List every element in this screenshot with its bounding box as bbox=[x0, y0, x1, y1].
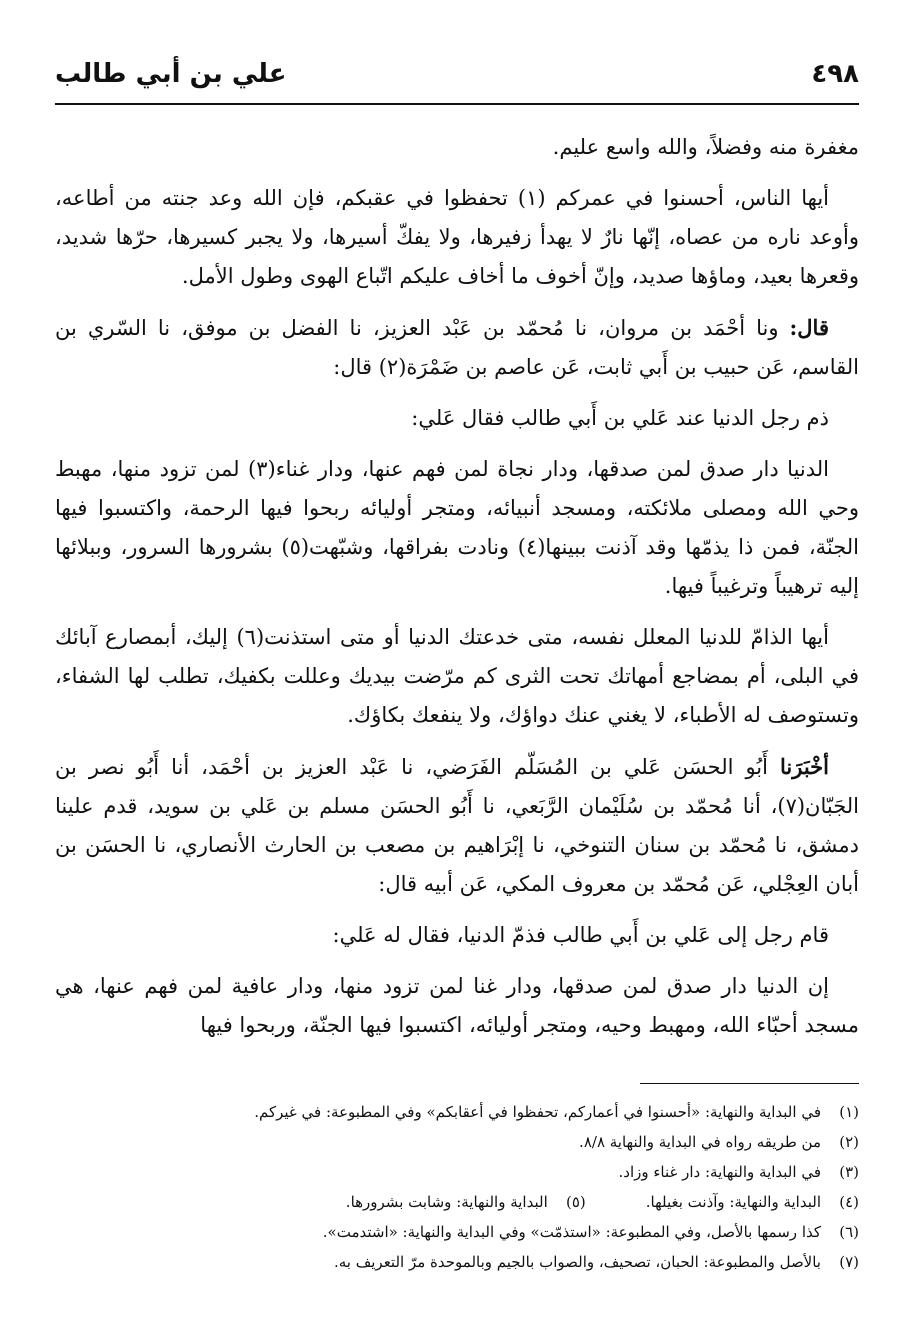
footnote-inline: (٥)البداية والنهاية: وشابت بشرورها. bbox=[345, 1193, 586, 1211]
footnote: (٢)من طريقه رواه في البداية والنهاية ٨/٨. bbox=[579, 1133, 859, 1151]
footnote-rule bbox=[640, 1083, 859, 1084]
page-header bbox=[55, 55, 859, 95]
paragraph: إن الدنيا دار صدق لمن صدقها، ودار غنا لمن تزود منها، ودار عافية لمن فهم عنها، هي مسجد أحبّاء الله، ومهبط وحيه، ومتجر أوليائه، اكتسبوا فيها الجنّة، وربحوا فيها bbox=[55, 974, 859, 1037]
main-text bbox=[55, 128, 859, 1057]
paragraph: مغفرة منه وفضلاً، والله واسع عليم. bbox=[552, 135, 859, 159]
header-rule bbox=[55, 103, 859, 105]
paragraph: أيها الناس، أحسنوا في عمركم (١) تحفظوا في عقبكم، فإن الله وعد جنته من أطاعه، وأوعد ناره من عصاه، إنّها نارٌ لا يهدأ زفيرها، ولا يفكّ أسيرها، ولا يجبر كسيرها، حرّها شديد، وقعرها بعيد، وماؤها صديد، وإنّ أخوف ما أخاف عليكم اتّباع الهوى وطول الأمل. bbox=[55, 186, 859, 288]
footnote: (٤)البداية والنهاية: وآذنت بغيلها.(٥)البداية والنهاية: وشابت بشرورها. bbox=[345, 1193, 859, 1211]
paragraph: قال: ونا أحْمَد بن مروان، نا مُحمّد بن عَبْد العزيز، نا الفضل بن موفق، نا السّري بن القاسم، عَن حبيب بن أَبي ثابت، عَن عاصم بن ضَمْرَة(٢) قال: bbox=[55, 315, 859, 379]
paragraph: ذم رجل الدنيا عند عَلي بن أَبي طالب فقال عَلي: bbox=[411, 406, 829, 430]
paragraph: قام رجل إلى عَلي بن أَبي طالب فذمّ الدنيا، فقال له عَلي: bbox=[332, 923, 829, 947]
paragraph: أخْبَرَنا أَبُو الحسَن عَلي بن المُسَلّم الفَرَضي، نا عَبْد العزيز بن أحْمَد، أنا أَبُو نصر بن الجَبّان(٧)، أنا مُحمّد بن سُلَيْمان الرَّبَعي، نا أَبُو الحسَن مسلم بن عَلي بن سويد، قدم علينا دمشق، نا مُحمّد بن سنان التنوخي، نا إبْرَاهيم بن مصعب بن الحارث الأنصاري، نا الحسَن بن أبان العِجْلي، عَن مُحمّد بن معروف المكي، عَن أبيه قال: bbox=[55, 754, 859, 896]
footnote: (٣)في البداية والنهاية: دار غناء وزاد. bbox=[618, 1163, 859, 1181]
paragraph: أيها الذامّ للدنيا المعلل نفسه، متى خدعتك الدنيا أو متى استذنت(٦) إليك، أبمصارع آبائك في البلى، أم بمضاجع أمهاتك تحت الثرى كم مرّضت بيديك وعللت بكفيك، تطلب لها الشفاء، وتستوصف له الأطباء، لا يغني عنك دواؤك، ولا ينفعك بكاؤك. bbox=[55, 625, 859, 727]
footnote: (٦)كذا رسمها بالأصل، وفي المطبوعة: «استذمّت» وفي البداية والنهاية: «اشتدمت». bbox=[322, 1223, 859, 1241]
page-number: ٤٩٨ bbox=[811, 59, 859, 89]
running-title: علي بن أبي طالب bbox=[55, 59, 287, 89]
footnote: (١)في البداية والنهاية: «أحسنوا في أعماركم، تحفظوا في أعقابكم» وفي المطبوعة: في غيركم. bbox=[254, 1103, 859, 1121]
paragraph-lead: قال: bbox=[789, 315, 829, 340]
paragraph: الدنيا دار صدق لمن صدقها، ودار نجاة لمن فهم عنها، ودار غناء(٣) لمن تزود منها، مهبط وحي الله ومصلى ملائكته، ومسجد أنبيائه، ومتجر أوليائه ربحوا فيها الرحمة، واكتسبوا فيها الجنّة، فمن ذا يذمّها وقد آذنت ببينها(٤) ونادت بفراقها، وشبّهت(٥) بشرورها السرور، وببلائها إليه ترهيباً وترغيباً فيها. bbox=[55, 457, 860, 598]
paragraph-lead: أخْبَرَنا bbox=[780, 754, 829, 779]
footnote: (٧)بالأصل والمطبوعة: الحبان، تصحيف، والصواب بالجيم وبالموحدة مرّ التعريف به. bbox=[333, 1253, 859, 1271]
footnotes bbox=[180, 1097, 859, 1277]
